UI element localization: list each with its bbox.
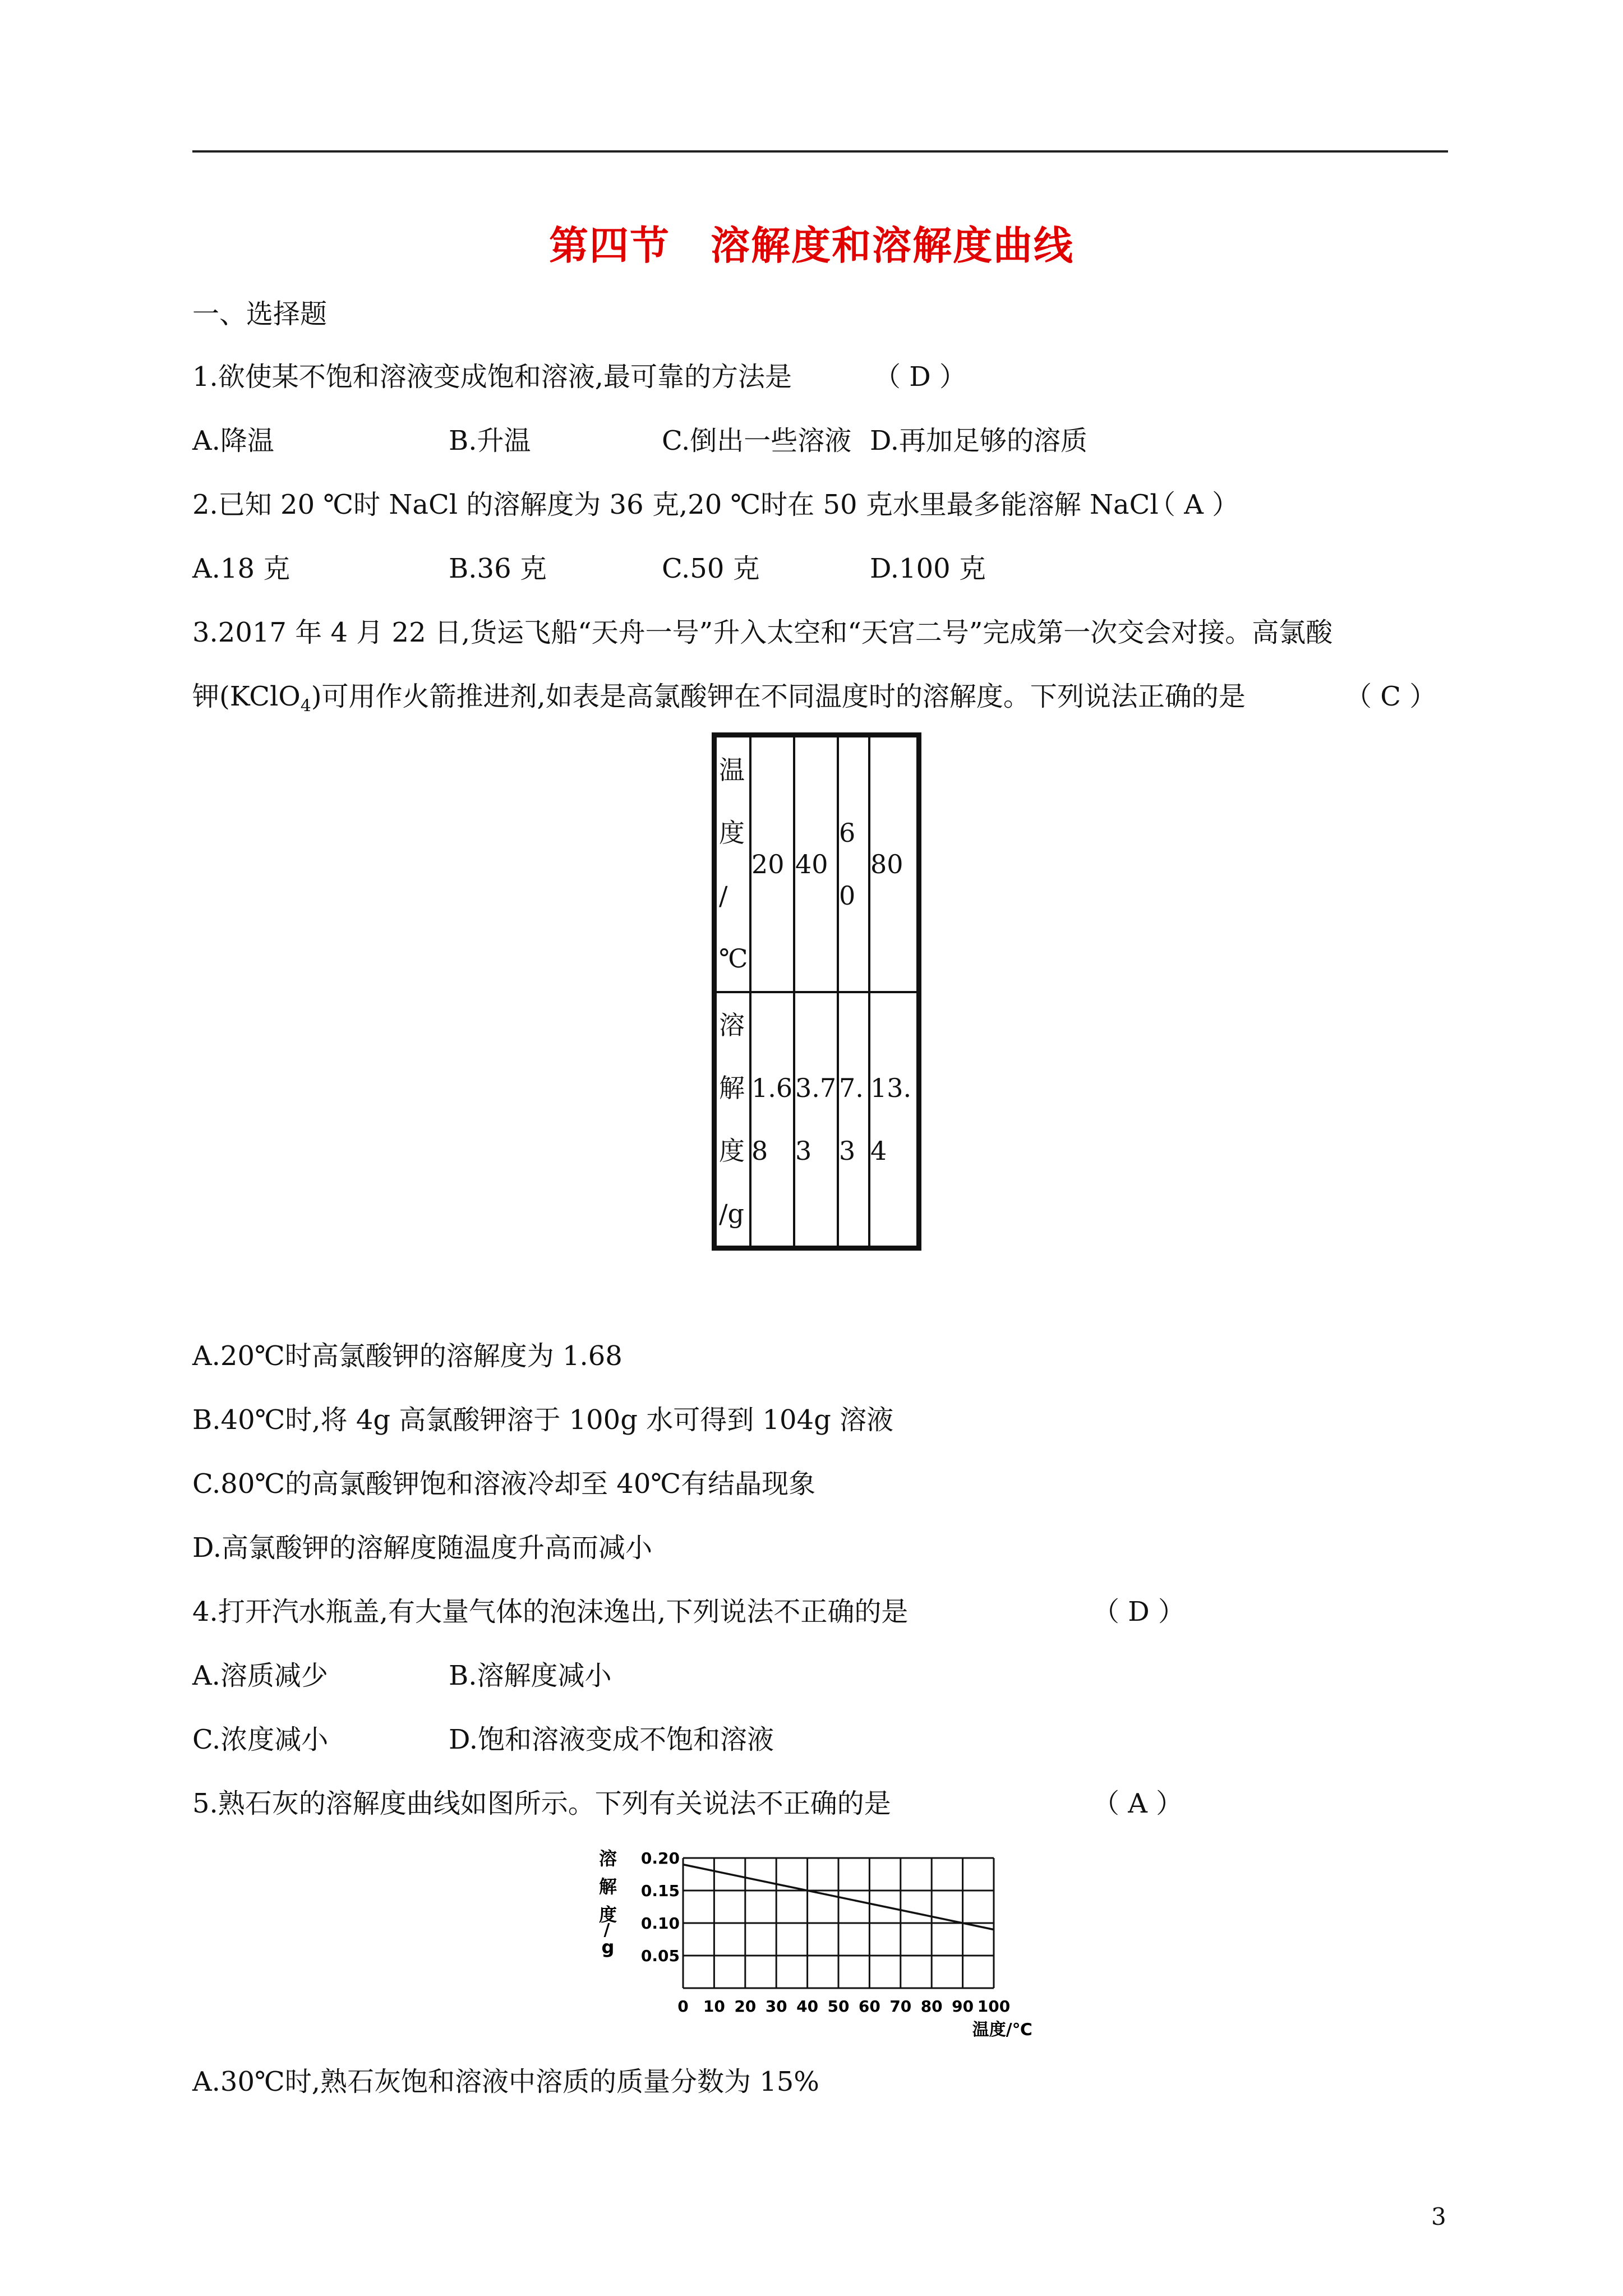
q3-option-a: A.20℃时高氯酸钾的溶解度为 1.68 — [192, 1340, 623, 1372]
y-axis-title-char: 度 — [598, 1904, 617, 1925]
x-tick-label: 60 — [858, 1997, 880, 2016]
x-tick-label: 50 — [827, 1997, 850, 2016]
chart-x-axis-title: 温度/℃ — [972, 2020, 1032, 2040]
x-tick-label: 90 — [952, 1997, 974, 2016]
q4-option-b: B.溶解度减小 — [449, 1660, 612, 1691]
chart-x-ticks — [677, 1997, 1010, 2016]
table-header-temperature: 温度/℃ — [714, 735, 751, 993]
q1-option-d: D.再加足够的溶质 — [870, 425, 1088, 457]
x-tick-label: 40 — [796, 1997, 819, 2016]
x-tick-label: 80 — [920, 1997, 943, 2016]
y-tick-label: 0.15 — [640, 1882, 680, 1900]
x-tick-label: 10 — [703, 1997, 725, 2016]
chart-y-ticks — [641, 1849, 680, 1965]
top-rule — [192, 150, 1448, 153]
q4-option-a: A.溶质减少 — [192, 1660, 328, 1691]
q2-option-b: B.36 克 — [449, 553, 547, 584]
table-row-solubility — [714, 992, 919, 1248]
y-tick-label: 0.10 — [640, 1914, 680, 1933]
q3-subscript: 4 — [300, 696, 311, 716]
q4-option-d: D.饱和溶液变成不饱和溶液 — [449, 1724, 774, 1755]
y-axis-title-char: 溶 — [598, 1848, 617, 1869]
q3-option-c: C.80℃的高氯酸钾饱和溶液冷却至 40℃有结晶现象 — [192, 1468, 816, 1500]
q1-answer: （ D ） — [874, 361, 967, 393]
q3-stem-line1: 3.2017 年 4 月 22 日,货运飞船“天舟一号”升入太空和“天宫二号”完成第一次交会对接。高氯酸 — [192, 617, 1333, 648]
q5-stem: 5.熟石灰的溶解度曲线如图所示。下列有关说法不正确的是 — [192, 1788, 891, 1819]
table-cell: 13.4 — [869, 992, 919, 1248]
table-cell: 7.3 — [838, 992, 869, 1248]
q1-option-b: B.升温 — [449, 425, 531, 457]
q3-stem-line2 — [192, 683, 1246, 715]
q2-option-d: D.100 克 — [870, 553, 986, 584]
x-tick-label: 20 — [734, 1997, 757, 2016]
chart-y-axis-title — [599, 1848, 617, 1958]
q4-option-c: C.浓度减小 — [192, 1724, 329, 1755]
x-tick-label: 100 — [977, 1997, 1011, 2016]
y-tick-label: 0.20 — [640, 1849, 680, 1868]
q3-stem-line2-post: )可用作火箭推进剂,如表是高氯酸钾在不同温度时的溶解度。下列说法正确的是 — [311, 681, 1246, 712]
q5-option-a: A.30℃时,熟石灰饱和溶液中溶质的质量分数为 15% — [192, 2066, 819, 2097]
y-axis-title-slash: / — [603, 1920, 610, 1940]
q2-answer: （ A ） — [1149, 489, 1239, 520]
q2-stem: 2.已知 20 ℃时 NaCl 的溶解度为 36 克,20 ℃时在 50 克水里最多能溶解 NaCl — [192, 489, 1159, 520]
q2-option-c: C.50 克 — [662, 553, 760, 584]
table-cell: 1.68 — [750, 992, 794, 1248]
table-cell: 20 — [750, 735, 794, 993]
table-cell: 60 — [838, 735, 869, 993]
q5-answer: （ A ） — [1092, 1788, 1183, 1819]
q4-answer: （ D ） — [1092, 1596, 1186, 1628]
chart-grid — [683, 1858, 994, 1988]
table-row-temperature — [714, 735, 919, 993]
table-cell: 80 — [869, 735, 919, 993]
table-header-solubility: 溶解度/g — [714, 992, 751, 1248]
q1-stem: 1.欲使某不饱和溶液变成饱和溶液,最可靠的方法是 — [192, 361, 792, 393]
q2-option-a: A.18 克 — [192, 553, 291, 584]
q3-option-d: D.高氯酸钾的溶解度随温度升高而减小 — [192, 1532, 653, 1564]
q4-stem: 4.打开汽水瓶盖,有大量气体的泡沫逸出,下列说法不正确的是 — [192, 1596, 909, 1628]
x-tick-label: 30 — [765, 1997, 787, 2016]
y-tick-label: 0.05 — [640, 1947, 680, 1965]
section-heading: 一、选择题 — [192, 298, 328, 330]
y-axis-title-char: g — [601, 1937, 615, 1958]
q1-option-a: A.降温 — [192, 425, 274, 457]
q3-stem-line2-pre: 钾(KClO — [192, 681, 301, 712]
solubility-curve-chart — [575, 1841, 1058, 2043]
q1-option-c: C.倒出一些溶液 — [662, 425, 852, 457]
page-number: 3 — [1431, 2203, 1446, 2230]
solubility-table — [712, 732, 921, 1251]
q3-option-b: B.40℃时,将 4g 高氯酸钾溶于 100g 水可得到 104g 溶液 — [192, 1404, 894, 1436]
page-title: 第四节 溶解度和溶解度曲线 — [549, 223, 1074, 269]
table-cell: 40 — [794, 735, 838, 993]
x-tick-label: 0 — [677, 1997, 689, 2016]
x-tick-label: 70 — [889, 1997, 912, 2016]
table-cell: 3.73 — [794, 992, 838, 1248]
q3-answer: （ C ） — [1345, 681, 1437, 712]
y-axis-title-char: 解 — [598, 1876, 617, 1897]
